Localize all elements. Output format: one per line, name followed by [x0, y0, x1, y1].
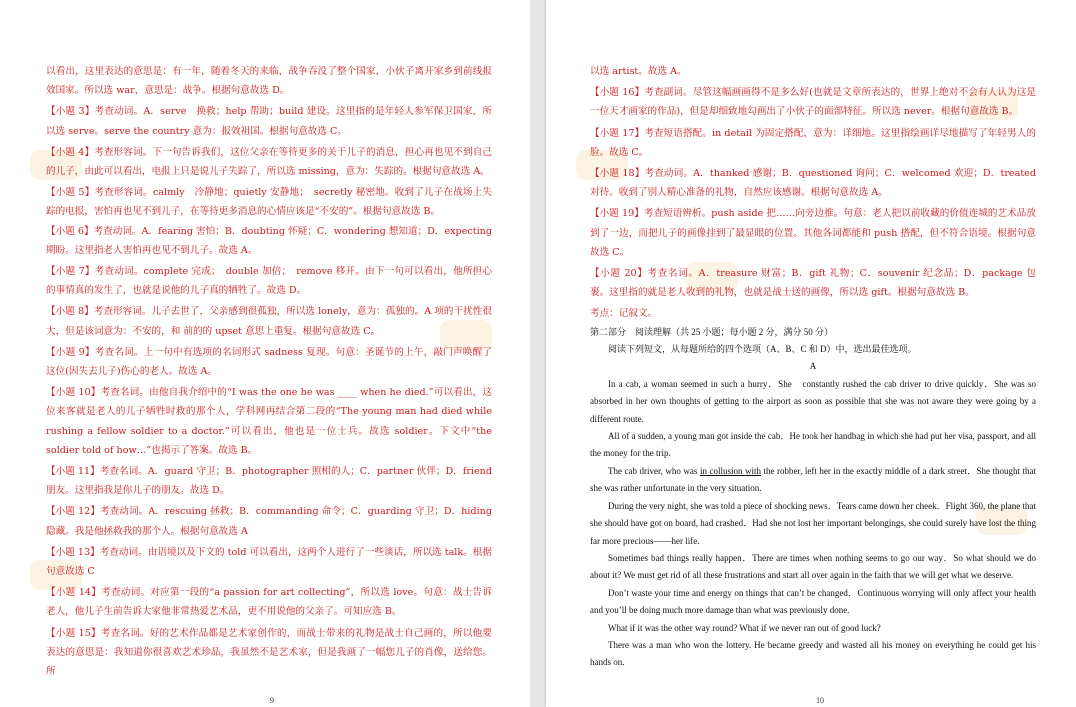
passage-label: A	[809, 361, 817, 372]
answer-explanations	[590, 62, 1036, 324]
explanation-paragraph: 【小题 16】考查副词。尽管这幅画画得不是多么好(也就是文章所表达的，世界上绝对不会有人认为这是一位天才画家的作品)，但是却细致地勾画出了小伙子的面部特征。所以选 never。根据句意故选 B。	[590, 87, 1036, 118]
passage-paragraph: All of a sudden, a young man got inside the cab．He took her handbag in which she had put her visa, passport, and all the money for the trip.	[590, 431, 1036, 459]
passage-paragraph: What if it was the other way round? What if we never ran out of good luck?	[608, 622, 881, 633]
explanation-paragraph: 【小题 19】考查短语辨析。push aside 把……向旁边推。句意：老人把以前收藏的价值连城的艺术品放到了一边，而把儿子的画像挂到了最显眼的位置。其他各词都能和 push 搭配，但不符合语境。根据句意故选 C。	[590, 208, 1036, 258]
passage-paragraph: In a cab, a woman seemed in such a hurry．She constantly rushed the cab driver to drive quickly．She was so absorbed in her own thoughts of getting to the airport as soon as possible that she was not aware they were going by a different route.	[590, 378, 1036, 424]
reading-section	[590, 324, 1036, 672]
explanation-paragraph: 【小题 12】考查动词。A．rescuing 拯救；B．commanding 命令；C．guarding 守卫；D．hiding 隐藏。我是他拯救我的那个人。根据句意故选 A	[46, 506, 492, 537]
page-9	[0, 0, 530, 707]
page-number: 9	[270, 696, 274, 705]
explanation-paragraph: 【小题 11】考查名词。A．guard 守卫；B．photographer 照相的人；C．partner 伙伴；D．friend 朋友。这里指我是你儿子的朋友。故选 D。	[46, 466, 492, 497]
explanation-paragraph: 【小题 10】考查名词。由他自我介绍中的“I was the one he was ____ when he died.”可以看出，这位来客就是老人的儿子牺牲时救的那个人，学科网再结合第二段的“The young man had died while rushing a fellow soldier to a doctor.”可以看出，他也是一位士兵。故选 soldier。下文中“the soldier told of how…”也揭示了答案。故选 B。	[46, 387, 492, 456]
section-instruction: 阅读下列短文，从每题所给的四个选项（A、B、C 和 D）中，选出最佳选项。	[608, 344, 917, 355]
explanation-paragraph: 【小题 14】考查动词。对应第一段的“a passion for art collecting”，所以选 love。句意：战士告诉老人，他儿子生前告诉大家他非常热爱艺术品，更不用说他的父亲了。可知应选 B。	[46, 587, 492, 618]
passage-paragraph: There was a man who won the lottery. He became greedy and wasted all his money on everything he could get his hands on.	[590, 639, 1036, 668]
answer-explanations	[46, 62, 492, 681]
explanation-paragraph: 【小题 4】考查形容词。下一句告诉我们，这位父亲在等待更多的关于儿子的消息，担心再也见不到自己的儿子，由此可以看出，电报上只是说儿子失踪了，所以选 missing，意为：失踪的。根据句意故选 A。	[46, 146, 492, 178]
topic-note: 考点：记叙文。	[590, 308, 658, 320]
explanation-paragraph: 【小题 15】考查名词。好的艺术作品都是艺术家创作的，而战士带来的礼物是战士自己画的，所以他要表达的意思是：我知道你很喜欢艺术珍品，我虽然不是艺术家，但是我画了一幅您儿子的肖像，送给您。所	[46, 627, 492, 678]
explanation-paragraph: 【小题 13】考查动词。由语境以及下文的 told 可以看出，这两个人进行了一些谈话，所以选 talk。根据句意故选 C	[46, 546, 492, 578]
passage-paragraph: Don’t waste your time and energy on things that can’t be changed．Continuous worrying will only affect your health and you’ll be doing much more damage than what was previously done.	[590, 587, 1036, 616]
explanation-paragraph: 【小题 6】考查动词。A．fearing 害怕；B．doubting 怀疑；C．wondering 想知道；D．expecting 期盼。这里指老人害怕再也见不到儿子。故选 A。	[46, 225, 492, 256]
underlined-phrase: in collusion with	[699, 465, 761, 476]
passage-text: the robber, left her in the exactly middle of a dark street．She thought that she was rather unfortunate in the very situation.	[590, 465, 1037, 494]
page-number: 10	[816, 696, 824, 705]
explanation-paragraph: 【小题 8】考查形容词。儿子去世了，父亲感到很孤独，所以选 lonely，意为：孤独的。A 项的干扰性很大，但是该词意为：不安的，和 前的的 upset 意思上重复。根据句意故选 C。	[46, 306, 492, 337]
explanation-paragraph: 【小题 9】考查名词。上一句中有选项的名词形式 sadness 复现。句意：圣诞节的上午，敲门声唤醒了这位(因失去儿子)伤心的老人。故选 A。	[46, 346, 492, 378]
passage-paragraph: During the very night, she was told a piece of shocking news．Tears came down her cheek．Flight 360, the plane that she should have got on board, had crashed．Had she not lost her important belongings, she could surely have lost the thing far more precious——her life.	[590, 500, 1036, 546]
page-10-content	[590, 62, 1036, 672]
section-title: 第二部分 阅读理解（共 25 小题；每小题 2 分，满分 50 分）	[590, 326, 834, 337]
passage-paragraph: Sometimes bad things really happen．There are times when nothing seems to go our way．So what should we do about it? We must get rid of all these frustrations and start all over again in the faith that we will get what we deserve.	[590, 552, 1036, 581]
explanation-paragraph: 【小题 5】考查形容词。calmly 冷静地；quietly 安静地； secretly 秘密地。收到了儿子在战场上失踪的电报，害怕再也见不到儿子，在等待更多消息的心情应该是“不安的”。根据句意故选 B。	[46, 187, 492, 218]
page-gutter	[530, 0, 546, 707]
passage-paragraph	[590, 463, 1036, 498]
passage-text: The cab driver, who was	[608, 465, 700, 476]
explanation-paragraph: 以看出，这里表达的意思是：有一年，随着冬天的来临，战争吞没了整个国家，小伙子离开家乡到前线报效国家。所以选 war，意思是：战争。根据句意故选 D。	[46, 66, 492, 97]
explanation-paragraph: 【小题 7】考查动词。complete 完成； double 加倍； remove 移开。由下一句可以看出，他所担心的事情真的发生了，也就是说他的儿子真的牺牲了。故选 D。	[46, 266, 492, 297]
page-10	[546, 0, 1076, 707]
explanation-paragraph: 【小题 17】考查短语搭配。in detail 为固定搭配，意为：详细地。这里指绘画详尽地描写了年轻男人的脸。故选 C。	[590, 127, 1036, 158]
explanation-paragraph: 【小题 3】考查动词。A．serve 换救；help 帮助；build 建设。这里指的是年轻人参军保卫国家，所以选 serve。serve the country 意为：报效祖国。根据句意故选 C。	[46, 106, 492, 137]
explanation-paragraph: 【小题 18】考查动词。A．thanked 感谢；B．questioned 询问；C．welcomed 欢迎；D．treated 对待。收到了别人精心准备的礼物，自然应该感谢。根据句意故选 A。	[590, 168, 1036, 199]
explanation-paragraph: 以选 artist。故选 A。	[590, 66, 687, 77]
explanation-paragraph: 【小题 20】考查名词。A．treasure 财富；B．gift 礼物；C．souvenir 纪念品；D．package 包裹。这里指的就是老人收到的礼物，也就是战士送的画像，所以选 gift。根据句意故选 B。	[590, 268, 1036, 299]
